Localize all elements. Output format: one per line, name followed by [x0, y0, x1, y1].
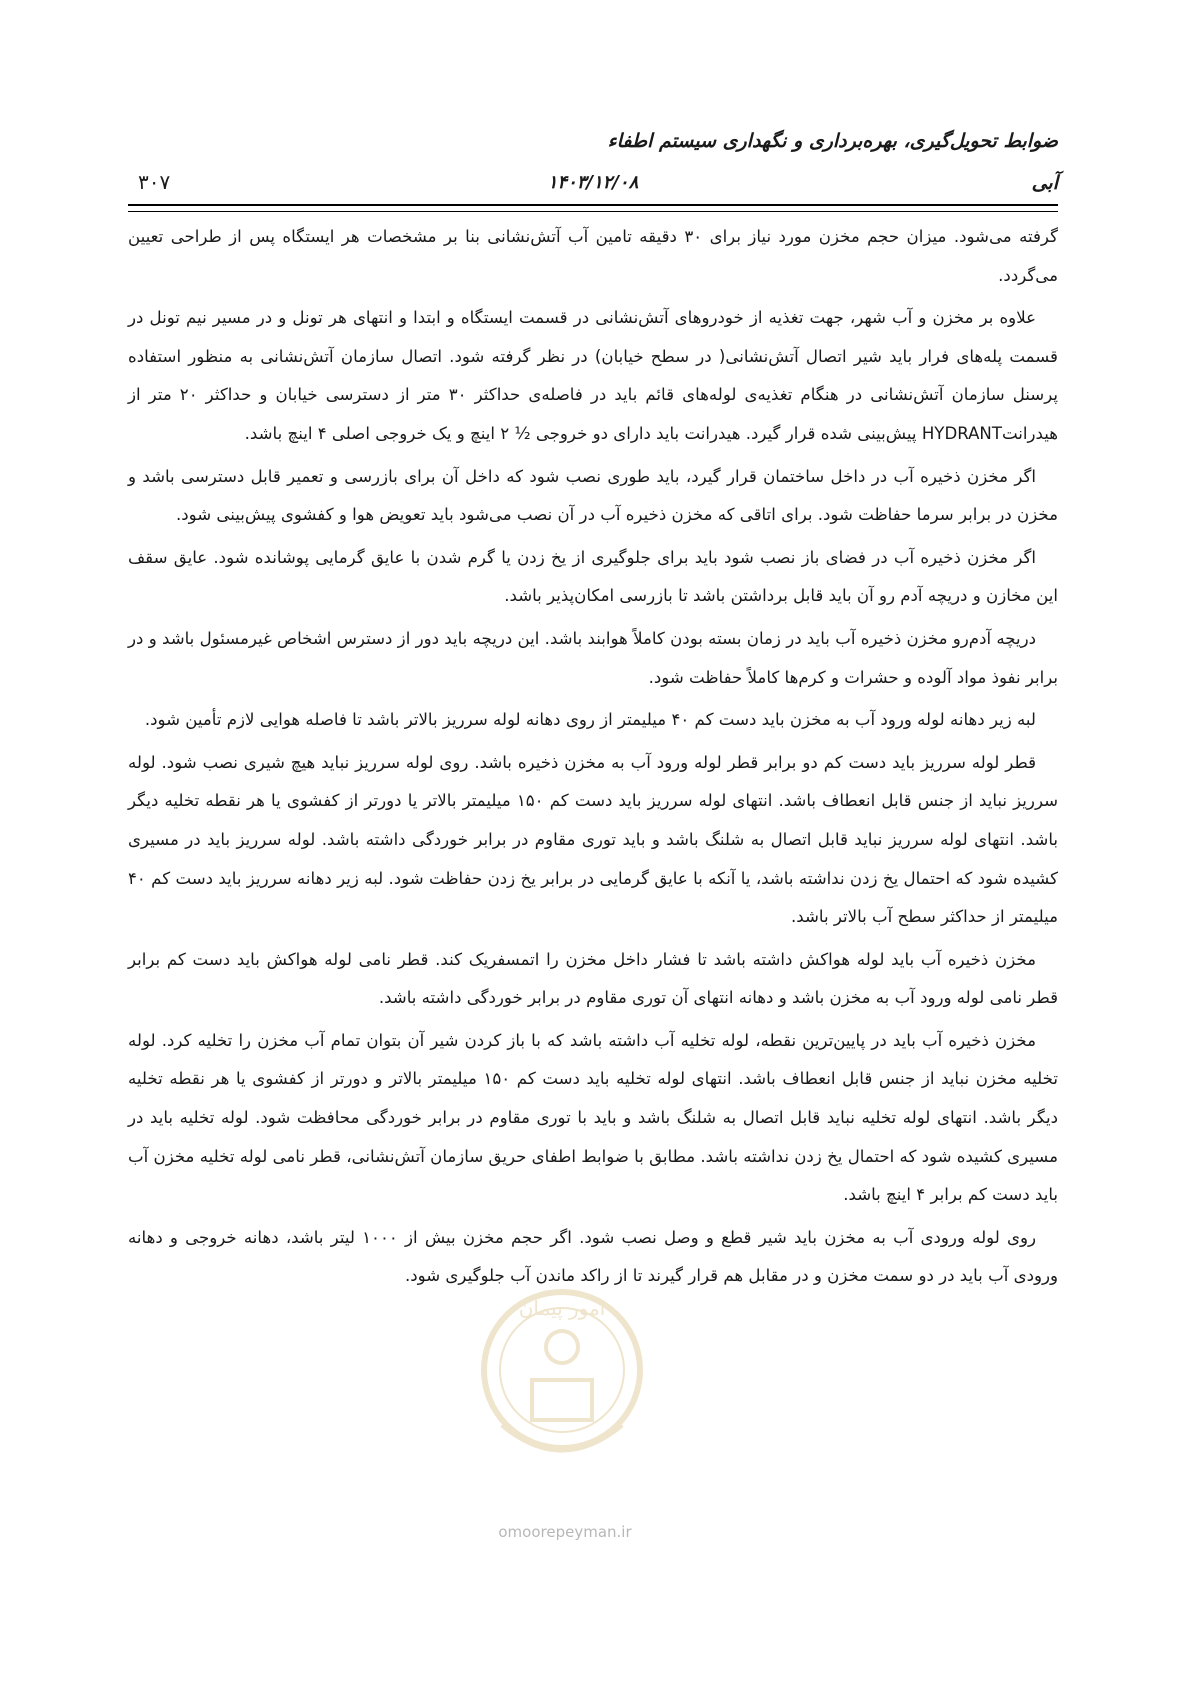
paragraph: لبه زیر دهانه لوله ورود آب به مخزن باید دست کم ۴۰ میلیمتر از روی دهانه لوله سرریز بالاتر باشد تا فاصله هوایی لازم تأمین شود. — [144, 710, 1036, 730]
paragraph: مخزن ذخیره آب باید در پایین‌ترین نقطه، لوله تخلیه آب داشته باشد که با باز کردن شیر آن بتوان تمام آب مخزن را تخلیه کرد. لوله تخلیه مخزن نباید از جنس قابل انعطاف باشد. انتهای لوله تخلیه باید دست کم ۱۵۰ میلیمتر بالاتر و دورتر از کفشوی یا هر نقطه تخلیه دیگر باشد. انتهای لوله تخلیه نباید قابل اتصال به شلنگ باشد و باید با توری مقاوم در برابر خوردگی محافظت شود. لوله تخلیه باید در مسیری کشیده شود که احتمال یخ زدن نداشته باشد. مطابق با ضوابط اطفای حریق سازمان آتش‌نشانی، قطر نامی لوله تخلیه مخزن آب باید دست کم برابر ۴ اینچ باشد. — [128, 1030, 1058, 1205]
paragraph: علاوه بر مخزن و آب شهر، جهت تغذیه از خودروهای آتش‌نشانی در قسمت ایستگاه و ابتدا و انتهای هر تونل و در مسیر نیم تونل در قسمت پله‌های فرار باید شیر اتصال آتش‌نشانی( در سطح خیابان) در نظر گرفته شود. اتصال سازمان آتش‌نشانی به منظور استفاده پرسنل سازمان آتش‌نشانی در هنگام تغذیه‌ی لوله‌های قائم باید در فاصله‌ی حداکثر ۳۰ متر از دسترسی خیابان و حداکثر ۲۰ متر از هیدرانتHYDRANT پیش‌بینی شده قرار گیرد. هیدرانت باید دارای دو خروجی ½ ۲ اینچ و یک خروجی اصلی ۴ اینچ باشد. — [128, 308, 1058, 443]
header-date: ۱۴۰۳/۱۲/۰۸ — [547, 172, 639, 193]
watermark-site: omoorepeyman.ir — [498, 1523, 632, 1541]
watermark-logo-text: امور پیمان — [518, 1296, 606, 1320]
header-divider — [128, 204, 1058, 212]
watermark-logo-icon — [472, 1275, 652, 1505]
paragraph: گرفته می‌شود. میزان حجم مخزن مورد نیاز برای ۳۰ دقیقه تامین آب آتش‌نشانی بنا بر مشخصات هر ایستگاه پس از طراحی تعیین می‌گردد. — [128, 227, 1058, 285]
paragraph: دریچه آدم‌رو مخزن ذخیره آب باید در زمان بسته بودن کاملاً هوابند باشد. این دریچه باید دور از دسترس اشخاص غیرمسئول باشد و در برابر نفوذ مواد آلوده و حشرات و کرم‌ها کاملاً حفاظت شود. — [128, 628, 1058, 687]
paragraph: اگر مخزن ذخیره آب در داخل ساختمان قرار گیرد، باید طوری نصب شود که داخل آن برای بازرسی و تعمیر قابل دسترسی باشد و مخزن در برابر سرما حفاظت شود. برای اتاقی که مخزن ذخیره آب در آن نصب می‌شود باید تعویض هوا و کفشوی پیش‌بینی شود. — [128, 466, 1058, 525]
header-section: آبی — [1031, 172, 1058, 194]
paragraph: اگر مخزن ذخیره آب در فضای باز نصب شود باید برای جلوگیری از یخ زدن یا گرم شدن با عایق گرمایی پوشانده شود. عایق سقف این مخازن و دریچه آدم رو آن باید قابل برداشتن باشد تا بازرسی امکان‌پذیر باشد. — [128, 547, 1058, 606]
page-number: ۳۰۷ — [138, 170, 171, 194]
paragraph: روی لوله ورودی آب به مخزن باید شیر قطع و وصل نصب شود. اگر حجم مخزن بیش از ۱۰۰۰ لیتر باشد، دهانه خروجی و دهانه ورودی آب باید در دو سمت مخزن و در مقابل هم قرار گیرند تا از راکد ماندن آب جلوگیری شود. — [128, 1227, 1058, 1286]
paragraph: مخزن ذخیره آب باید لوله هواکش داشته باشد تا فشار داخل مخزن را اتمسفریک کند. قطر نامی لوله هواکش باید دست کم برابر قطر نامی لوله ورود آب به مخزن باشد و دهانه انتهای آن توری مقاوم در برابر خوردگی داشته باشد. — [128, 949, 1058, 1008]
body-text — [128, 218, 1058, 1300]
header-row — [128, 170, 1058, 198]
paragraph: قطر لوله سرریز باید دست کم دو برابر قطر لوله ورود آب به مخزن ذخیره باشد. روی لوله سرریز نباید هیچ شیری نصب شود. لوله سرریز نباید از جنس قابل انعطاف باشد. انتهای لوله سرریز باید دست کم ۱۵۰ میلیمتر بالاتر یا دورتر از کفشوی یا هر نقطه تخلیه دیگر باشد. انتهای لوله سرریز نباید قابل اتصال به شلنگ باشد و باید توری مقاوم در برابر خوردگی داشته باشد. لوله سرریز باید در مسیری کشیده شود که احتمال یخ زدن نداشته باشد، یا آنکه با عایق گرمایی در برابر یخ زدن حفاظت شود. لبه زیر دهانه سرریز باید دست کم ۴۰ میلیمتر از حداکثر سطح آب بالاتر باشد. — [128, 752, 1058, 927]
document-title: ضوابط تحویل‌گیری، بهره‌برداری و نگهداری سیستم اطفاء — [607, 130, 1058, 152]
